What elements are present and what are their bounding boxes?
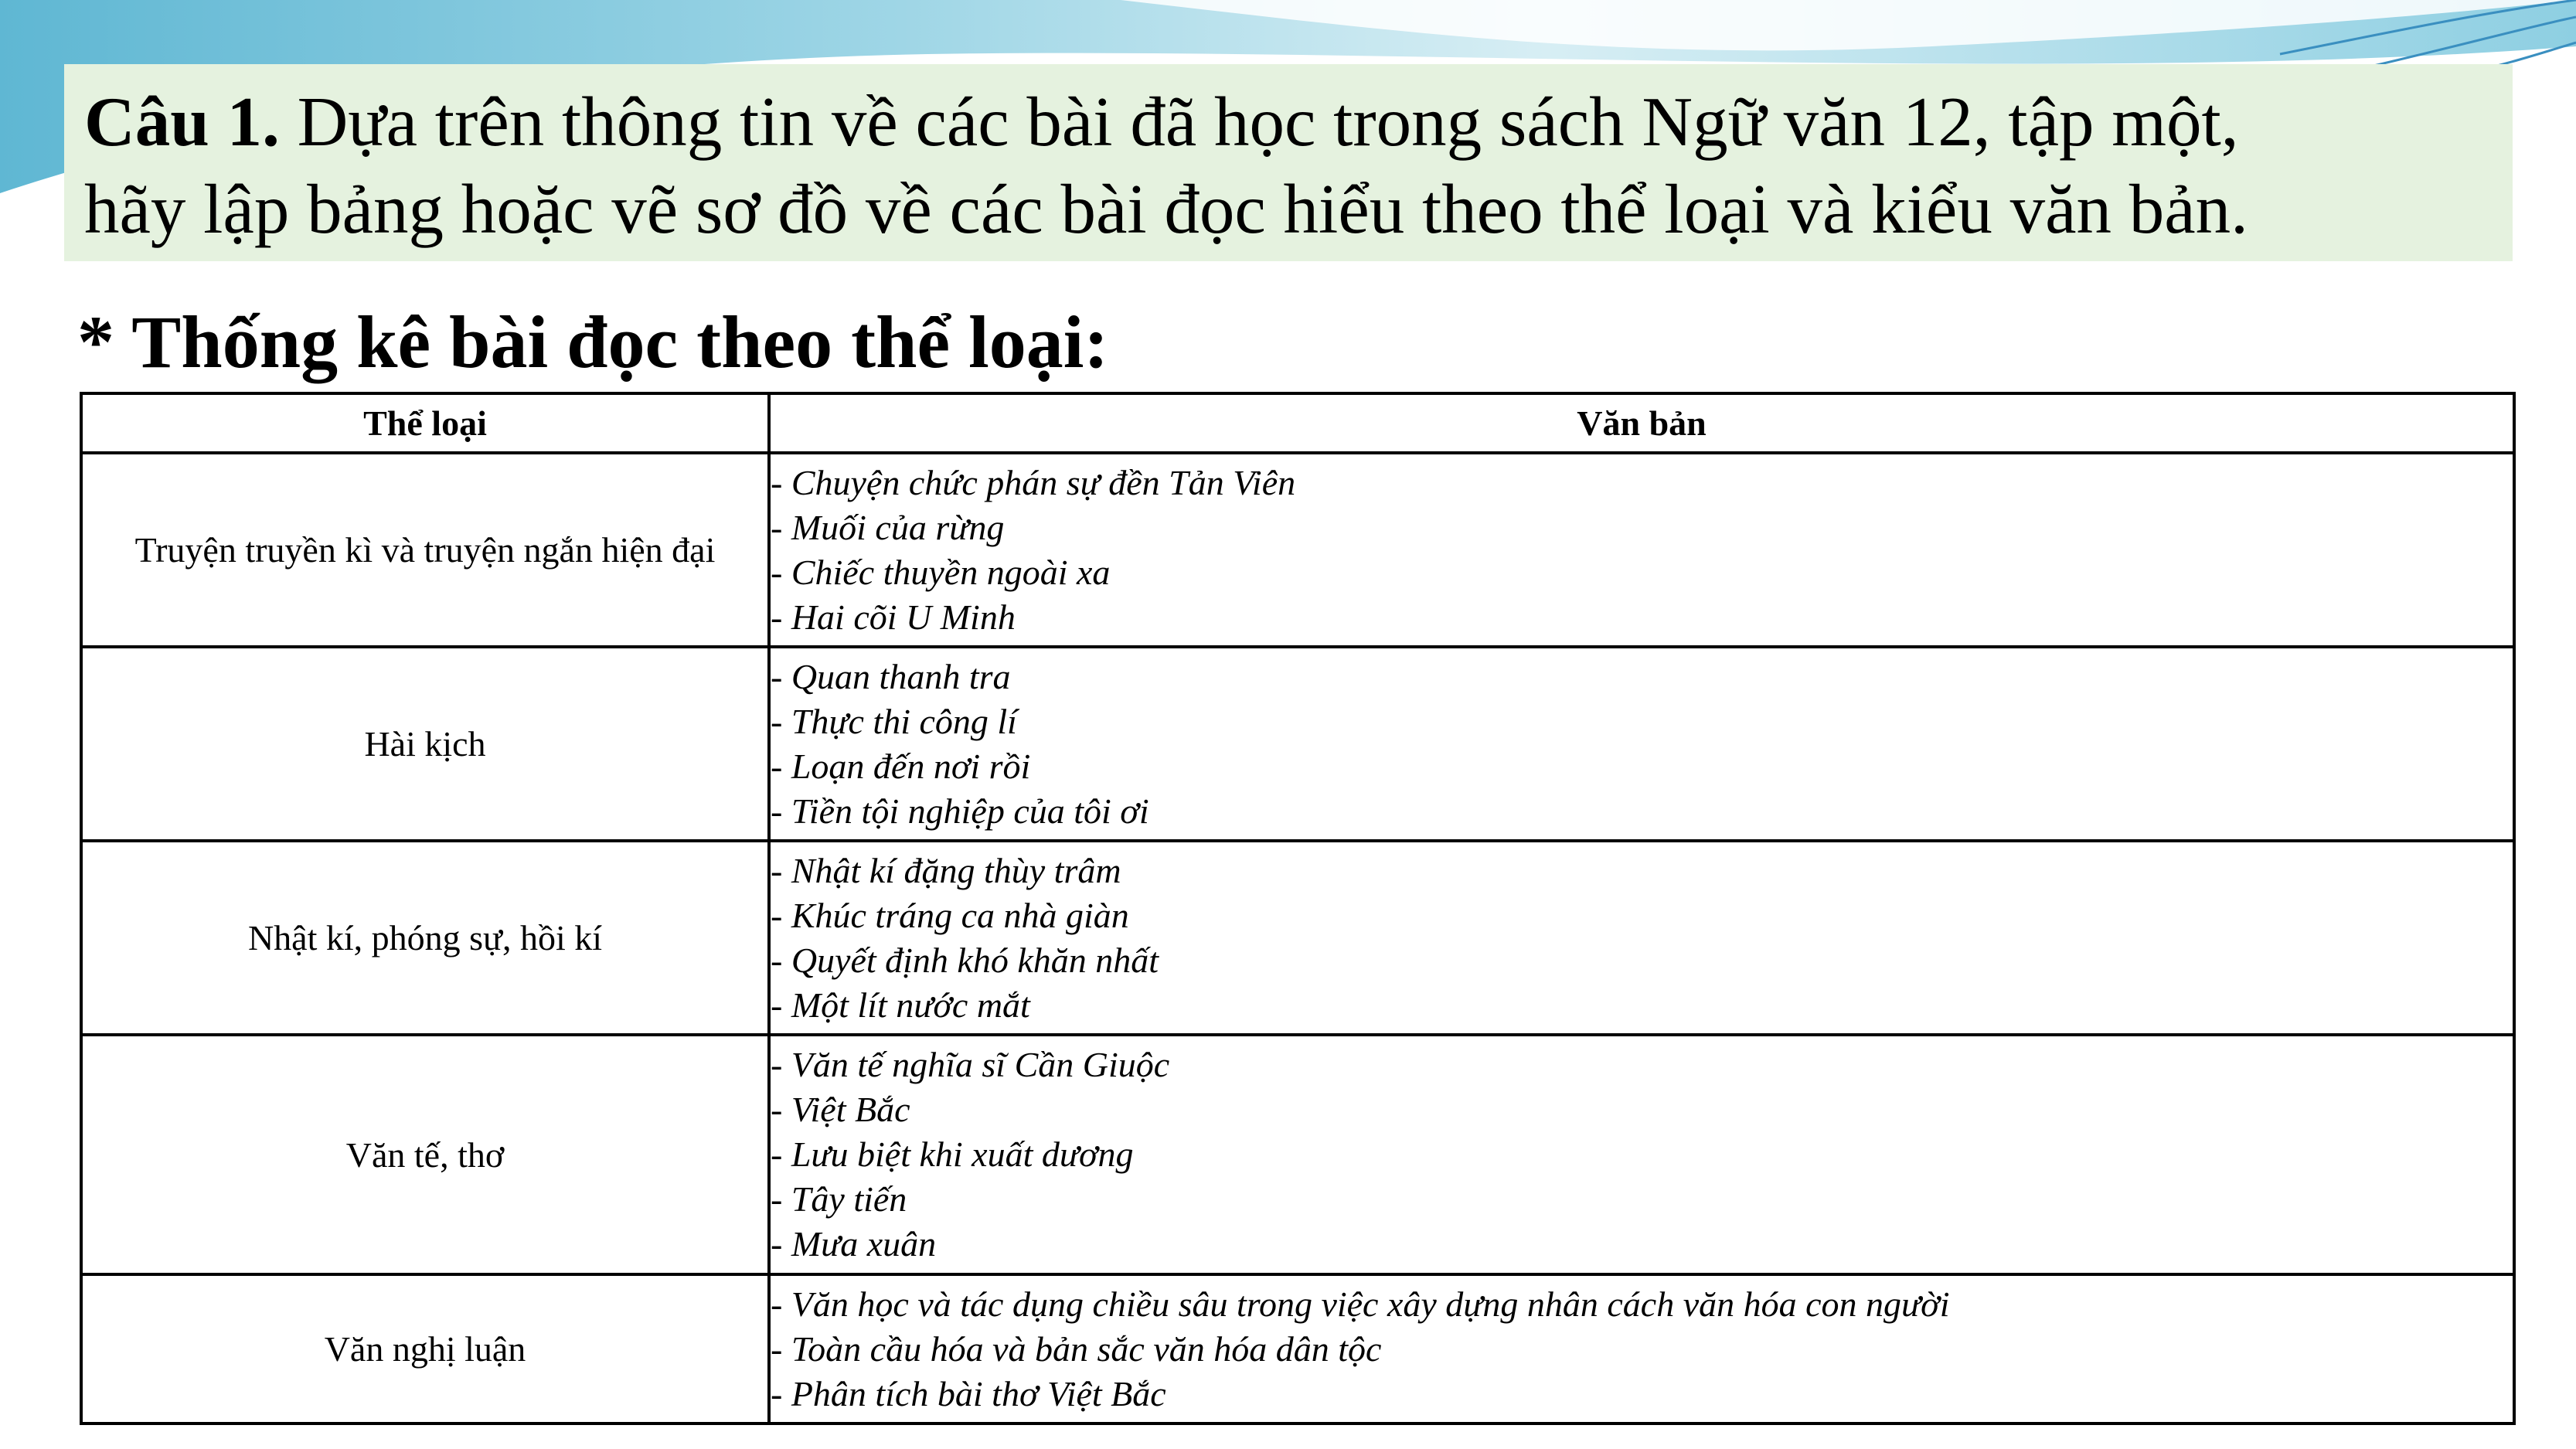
genre-cell: Hài kịch <box>81 647 769 841</box>
text-item: - Khúc tráng ca nhà giàn <box>771 895 1129 935</box>
question-label: Câu 1. <box>84 83 280 161</box>
text-item: - Phân tích bài thơ Việt Bắc <box>771 1373 1166 1413</box>
texts-cell <box>769 453 2514 647</box>
texts-cell <box>769 647 2514 841</box>
question-text-2: hãy lập bảng hoặc vẽ sơ đồ về các bài đọc hiểu theo thể loại và kiểu văn bản. <box>84 170 2248 248</box>
header-texts: Văn bản <box>769 393 2514 453</box>
text-item: - Chiếc thuyền ngoài xa <box>771 552 1111 592</box>
section-heading: * Thống kê bài đọc theo thể loại: <box>77 301 1109 383</box>
text-item: - Mưa xuân <box>771 1224 937 1264</box>
text-item: - Muối của rừng <box>771 507 1005 547</box>
genre-cell: Văn tế, thơ <box>81 1035 769 1274</box>
question-box <box>64 64 2513 261</box>
genre-cell: Truyện truyền kì và truyện ngắn hiện đại <box>81 453 769 647</box>
header-genre: Thể loại <box>81 393 769 453</box>
table-row <box>81 647 2514 841</box>
text-item: - Tiền tội nghiệp của tôi ơi <box>771 791 1149 831</box>
table-row <box>81 1274 2514 1423</box>
table-row <box>81 453 2514 647</box>
text-item: - Quyết định khó khăn nhất <box>771 940 1159 980</box>
genre-cell: Nhật kí, phóng sự, hồi kí <box>81 841 769 1035</box>
text-item: - Toàn cầu hóa và bản sắc văn hóa dân tộc <box>771 1328 1382 1369</box>
table-header-row <box>81 393 2514 453</box>
text-item: - Quan thanh tra <box>771 656 1011 696</box>
question-text-1: Dựa trên thông tin về các bài đã học trong sách Ngữ văn 12, tập một, <box>297 83 2239 161</box>
text-item: - Hai cõi U Minh <box>771 597 1016 637</box>
texts-cell <box>769 1035 2514 1274</box>
table-row <box>81 1035 2514 1274</box>
texts-cell <box>769 841 2514 1035</box>
texts-cell <box>769 1274 2514 1423</box>
text-item: - Thực thi công lí <box>771 701 1017 741</box>
text-item: - Loạn đến nơi rồi <box>771 746 1031 786</box>
genre-table <box>80 392 2516 1425</box>
text-item: - Văn tế nghĩa sĩ Cần Giuộc <box>771 1045 1170 1084</box>
text-item: - Văn học và tác dụng chiều sâu trong việc xây dựng nhân cách văn hóa con người <box>771 1284 1950 1324</box>
text-item: - Lưu biệt khi xuất dương <box>771 1134 1134 1174</box>
question-line-1 <box>84 78 2493 165</box>
text-item: - Chuyện chức phán sự đền Tản Viên <box>771 462 1296 502</box>
text-item: - Tây tiến <box>771 1179 907 1219</box>
text-item: - Nhật kí đặng thùy trâm <box>771 850 1121 890</box>
text-item: - Một lít nước mắt <box>771 985 1030 1025</box>
text-item: - Việt Bắc <box>771 1090 910 1129</box>
table-row <box>81 841 2514 1035</box>
genre-cell: Văn nghị luận <box>81 1274 769 1423</box>
